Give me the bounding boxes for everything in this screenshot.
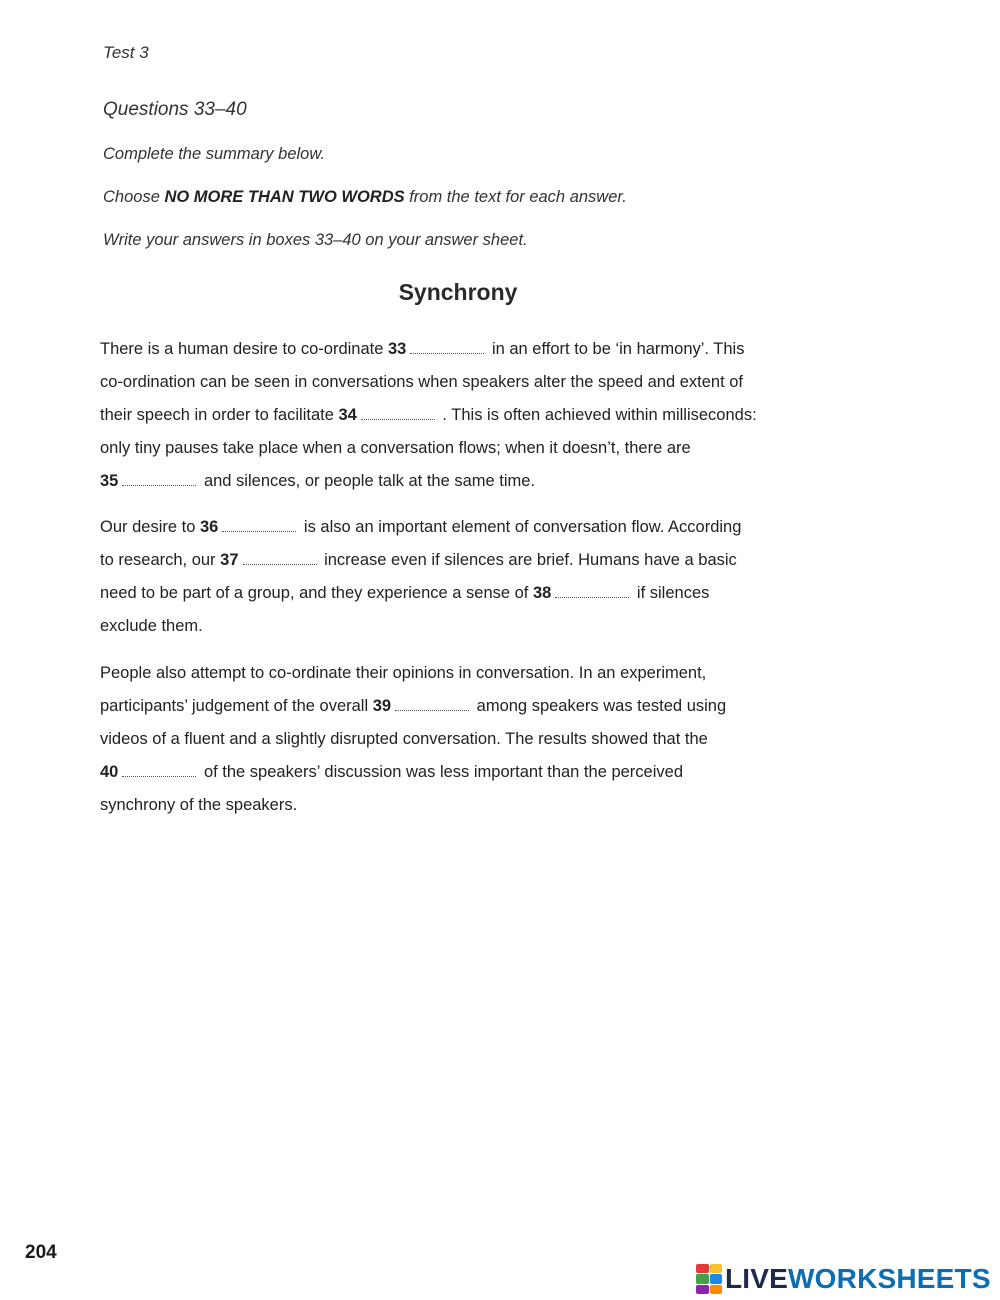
question-number-38: 38 [532,584,552,602]
answer-gap-40[interactable] [122,775,196,777]
summary-title: Synchrony [398,279,518,305]
line-text: is also an important element of conversation flow. According [299,518,742,536]
answer-gap-36[interactable] [222,530,296,532]
instruction-word-limit-post: from the text for each answer. [404,188,627,206]
paragraph-line: People also attempt to co-ordinate their opinions in conversation. In an experiment, [100,664,707,682]
instruction-word-limit-bold: NO MORE THAN TWO WORDS [164,188,405,206]
instruction-answer-boxes: Write your answers in boxes 33–40 on your answer sheet. [103,231,528,249]
page-number: 204 [25,1242,57,1263]
paragraph-line [100,399,820,432]
summary-paragraph-3 [100,657,820,822]
answer-gap-35[interactable] [122,484,196,486]
paragraph-line: co-ordination can be seen in conversations when speakers alter the speed and extent of [100,373,743,391]
paragraph-line [100,465,820,498]
paragraph-line: exclude them. [100,617,203,635]
logo-tile [710,1264,723,1273]
paragraph-line [100,756,820,789]
line-text: need to be part of a group, and they experience a sense of [100,584,533,602]
answer-gap-37[interactable] [243,563,317,565]
summary-paragraph-2 [100,511,820,643]
liveworksheets-logo[interactable] [696,1262,991,1296]
line-text: Our desire to [100,518,200,536]
paragraph-line [100,333,820,366]
paragraph-line [100,511,820,544]
paragraph-line [100,544,820,577]
question-number-36: 36 [199,518,219,536]
answer-gap-33[interactable] [410,352,484,354]
instruction-word-limit [103,188,627,207]
question-number-39: 39 [372,697,392,715]
line-text: in an effort to be ‘in harmony’. This [487,340,745,358]
logo-tile [696,1274,709,1283]
line-text: among speakers was tested using [472,697,727,715]
liveworksheets-logo-icon [696,1264,722,1294]
line-text: . This is often achieved within milliseconds: [437,406,757,424]
instruction-word-limit-pre: Choose [103,188,165,206]
logo-tile [696,1264,709,1273]
test-label: Test 3 [103,43,149,62]
question-number-37: 37 [220,551,239,569]
question-number-33: 33 [388,340,407,358]
paragraph-line [100,690,820,723]
answer-gap-39[interactable] [395,709,469,711]
line-text: of the speakers’ discussion was less important than the perceived [199,763,683,781]
logo-tile [696,1285,709,1294]
answer-gap-34[interactable] [361,418,435,420]
brand-part-live: LIVE [725,1263,789,1294]
question-number-34: 34 [338,406,357,424]
logo-tile [710,1274,723,1283]
line-text: if silences [632,584,710,602]
answer-gap-38[interactable] [555,596,629,598]
paragraph-line [100,577,820,610]
brand-part-worksheets: WORKSHEETS [788,1263,991,1294]
line-text: their speech in order to facilitate [100,406,339,424]
line-text: There is a human desire to co-ordinate [100,340,388,358]
line-text: to research, our [100,551,221,569]
liveworksheets-logo-text [725,1263,991,1295]
line-text: and silences, or people talk at the same time. [199,472,536,490]
questions-range-heading: Questions 33–40 [103,99,247,120]
logo-tile [710,1285,723,1294]
line-text: increase even if silences are brief. Humans have a basic [319,551,737,569]
instruction-complete-summary: Complete the summary below. [103,145,325,163]
summary-paragraph-1 [100,333,820,498]
line-text: participants’ judgement of the overall [100,697,373,715]
paragraph-line: synchrony of the speakers. [100,796,298,814]
paragraph-line: only tiny pauses take place when a conversation flows; when it doesn’t, there are [100,439,691,457]
question-number-40: 40 [100,763,119,781]
paragraph-line: videos of a fluent and a slightly disrupted conversation. The results showed that the [100,730,708,748]
question-number-35: 35 [100,472,119,490]
